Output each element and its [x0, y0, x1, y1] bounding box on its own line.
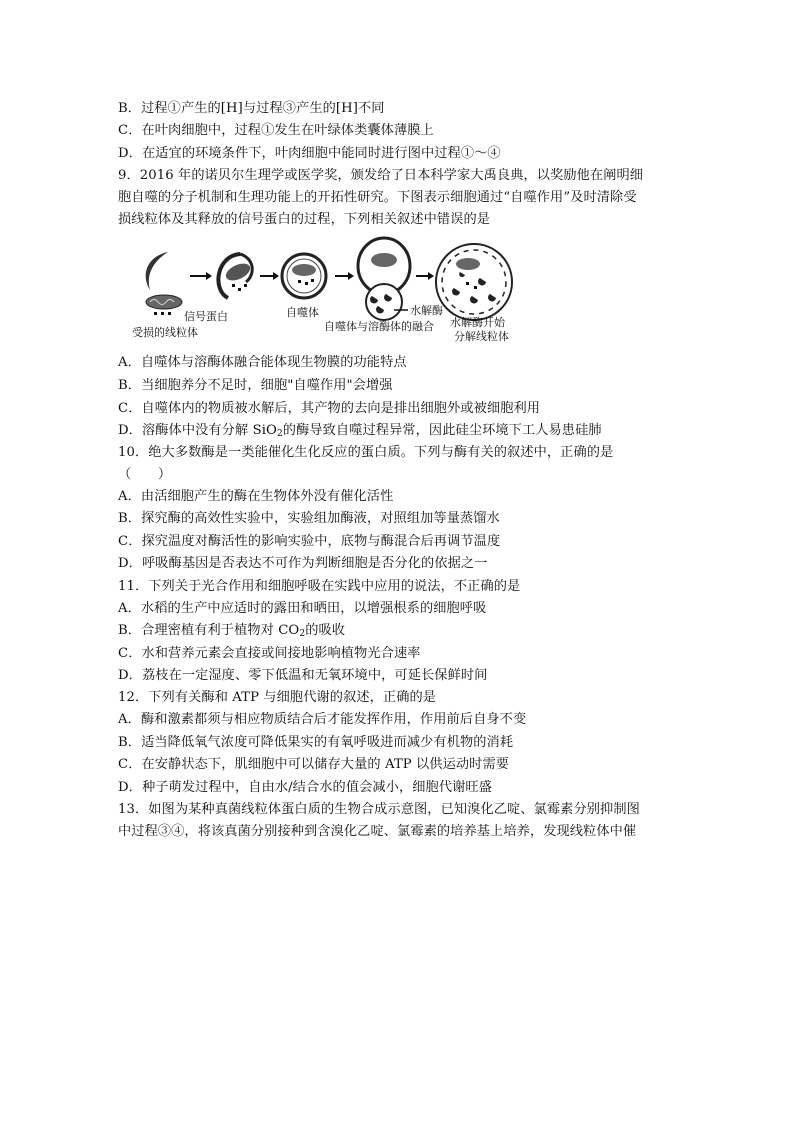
q9-stem-line2: 胞自噬的分子机制和生理功能上的开拓性研究。下图表示细胞通过“自噬作用”及时清除受: [118, 190, 637, 205]
q12-option-a: A．酶和激素都须与相应物质结合后才能发挥作用，作用前后自身不变: [118, 712, 527, 727]
q11-stem: 11．下列关于光合作用和细胞呼吸在实践中应用的说法，不正确的是: [118, 579, 521, 594]
q9-option-b: B．当细胞养分不足时，细胞"自噬作用"会增强: [118, 378, 393, 393]
q12-option-c: C．在安静状态下，肌细胞中可以储存大量的 ATP 以供运动时需要: [118, 757, 510, 772]
q9-stem-line3: 损线粒体及其释放的信号蛋白的过程，下列相关叙述中错误的是: [118, 212, 491, 227]
q11-option-a: A．水稻的生产中应适时的露田和晒田，以增强根系的细胞呼吸: [118, 601, 487, 616]
q11-option-b: B．合理密植有利于植物对 $CO_2$的吸收: [118, 623, 346, 639]
degrading-vesicle-icon: [436, 244, 512, 320]
q9-option-a: A．自噬体与溶酶体融合能体现生物膜的功能特点: [118, 355, 407, 370]
q10-bracket: （ ）: [118, 467, 172, 482]
q8-option-b: B．过程①产生的[H]与过程③产生的[H]不同: [118, 101, 385, 116]
label-signal-protein: 信号蛋白: [184, 310, 228, 323]
q12-stem: 12．下列有关酶和 ATP 与细胞代谢的叙述，正确的是: [118, 690, 437, 705]
q13-stem-line1: 13．如图为某种真菌线粒体蛋白质的生物合成示意图，已知溴化乙啶、氯霉素分别抑制图: [118, 802, 640, 817]
label-hydrolase-start-line2: 分解线粒体: [454, 330, 509, 343]
q12-option-b: B．适当降低氧气浓度可降低果实的有氧呼吸进而减少有机物的消耗: [118, 735, 514, 750]
q8-option-d: D．在适宜的环境条件下，叶肉细胞中能同时进行图中过程①～④: [118, 146, 501, 161]
q10-stem: 10．绝大多数酶是一类能催化生化反应的蛋白质。下列与酶有关的叙述中，正确的是: [118, 445, 614, 460]
label-hydrolase-start-line1: 水解酶开始: [450, 316, 505, 329]
q10-option-d: D．呼吸酶基因是否表达不可作为判断细胞是否分化的依据之一: [118, 556, 488, 571]
q10-option-a: A．由活细胞产生的酶在生物体外没有催化活性: [118, 489, 394, 504]
q11-option-d: D．荔枝在一定湿度、零下低温和无氧环境中，可延长保鲜时间: [118, 668, 488, 683]
q10-option-b: B．探究酶的高效性实验中，实验组加酶液，对照组加等量蒸馏水: [118, 511, 500, 526]
q9-stem-line1: 9．2016 年的诺贝尔生理学或医学奖，颁发给了日本科学家大禹良典，以奖励他在阐明细: [118, 168, 644, 183]
autophagy-diagram: [128, 234, 528, 346]
q9-option-c: C．自噬体内的物质被水解后，其产物的去向是排出细胞外或被细胞利用: [118, 401, 541, 416]
label-hydrolase: 水解酶: [410, 304, 443, 317]
forming-autophagosome-icon: [218, 254, 252, 298]
label-autophagosome: 自噬体: [286, 306, 319, 319]
q8-option-c: C．在叶肉细胞中，过程①发生在叶绿体类囊体薄膜上: [118, 123, 434, 138]
label-damaged-mitochondrion: 受损的线粒体: [132, 326, 198, 339]
damaged-mitochondrion-icon: [146, 295, 182, 315]
fusion-icon: [358, 238, 410, 320]
q11-option-c: C．水和营养元素会直接或间接地影响植物光合速率: [118, 646, 421, 661]
label-fusion: 自噬体与溶酶体的融合: [324, 320, 434, 333]
q12-option-d: D．种子萌发过程中，自由水/结合水的值会减小，细胞代谢旺盛: [118, 780, 492, 795]
q10-option-c: C．探究温度对酶活性的影响实验中，底物与酶混合后再调节温度: [118, 534, 501, 549]
q9-option-d: D．溶酶体中没有分解 SiO$_2$的酶导致自噬过程异常，因此硅尘环境下工人易患硅肺: [118, 423, 602, 439]
membrane-crescent: [146, 252, 168, 290]
q13-stem-line2: 中过程③④，将该真菌分别接种到含溴化乙啶、氯霉素的培养基上培养，发现线粒体中催: [118, 824, 637, 839]
autophagosome-icon: [282, 254, 326, 298]
